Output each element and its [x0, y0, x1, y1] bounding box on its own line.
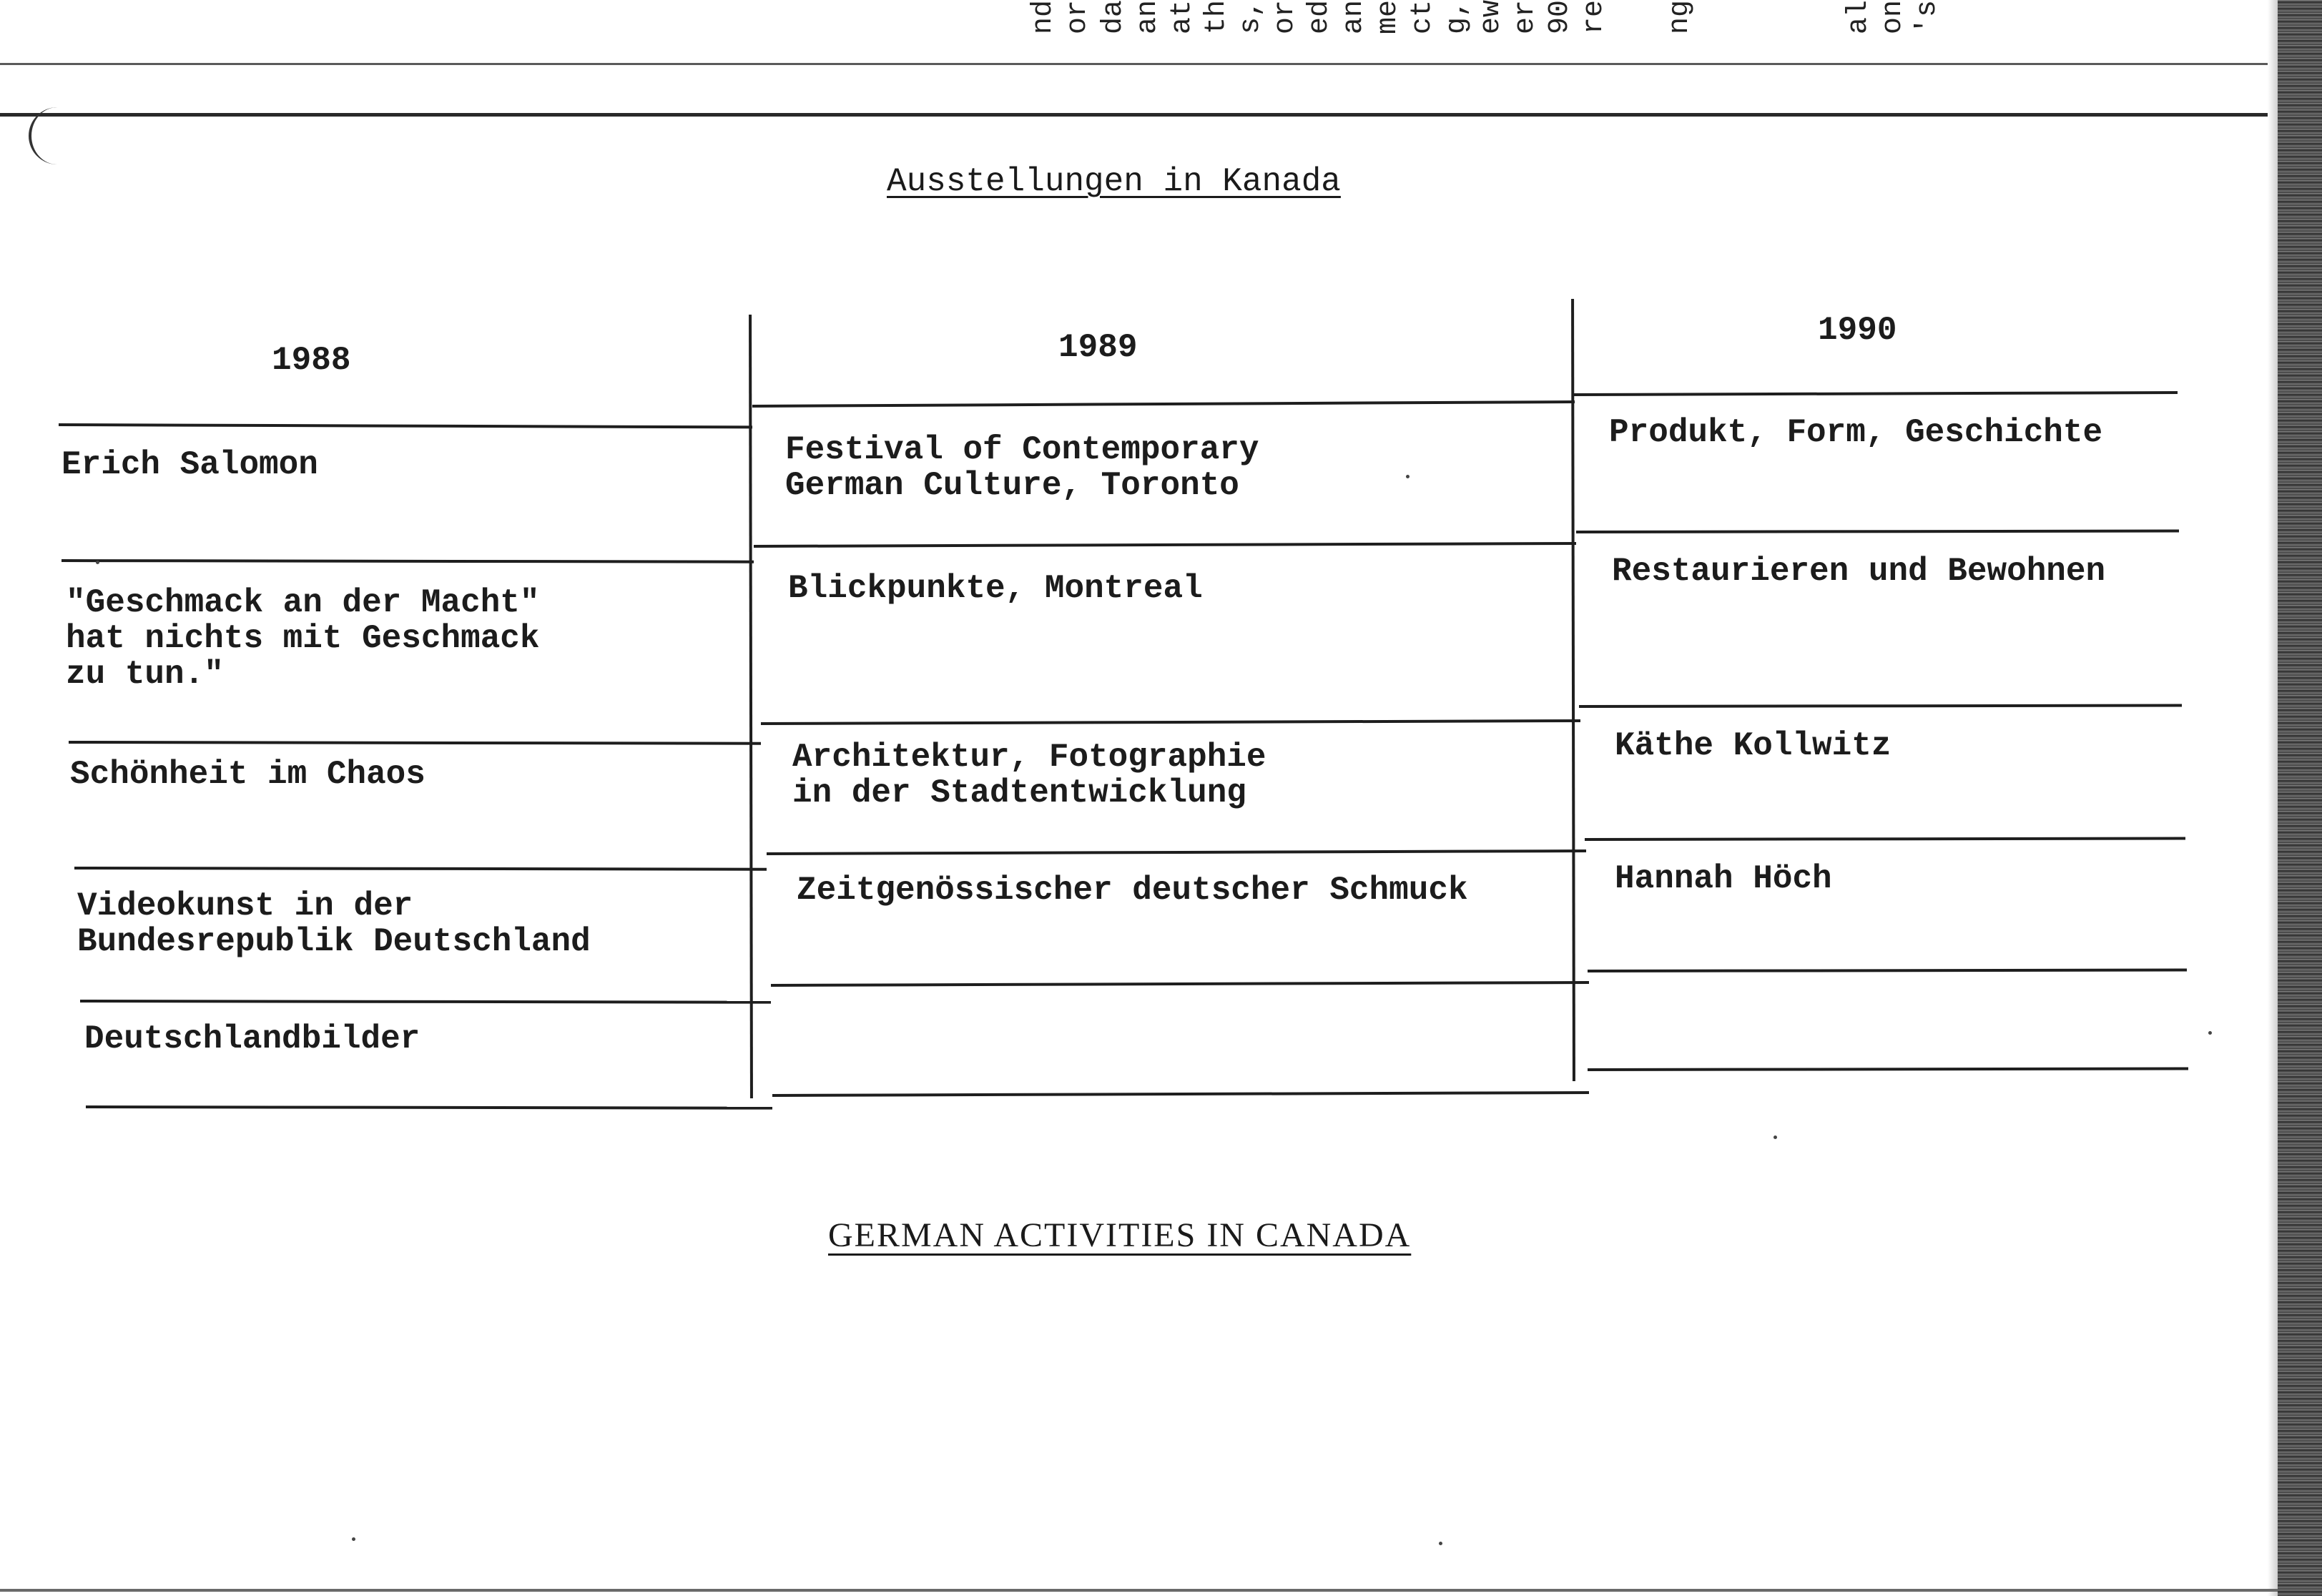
table-rule [752, 400, 1575, 408]
table-column-rule [1571, 299, 1575, 1081]
table-column-rule [749, 315, 753, 1098]
bleed-fragment: ew [1475, 0, 1507, 35]
table-rule [1576, 530, 2179, 533]
table-rule [1579, 704, 2182, 708]
scan-speck [352, 1537, 355, 1541]
table-cell: Architektur, Fotographie in der Stadtentwicklung [792, 739, 1266, 812]
footer-title: GERMAN ACTIVITIES IN CANADA [828, 1216, 1412, 1254]
table-rule [69, 741, 761, 745]
page-fold-rule [0, 113, 2271, 117]
table-rule [771, 981, 1589, 987]
table-cell: Produkt, Form, Geschichte [1609, 414, 2103, 451]
table-cell: Videokunst in der Bundesrepublik Deutschland [77, 887, 591, 960]
scan-speck [1439, 1542, 1442, 1545]
table-rule [1588, 1068, 2188, 1071]
page-edge-rule [0, 63, 2271, 65]
table-rule [761, 719, 1580, 725]
table-cell: Blickpunkte, Montreal [788, 570, 1203, 607]
bleed-fragment: at [1166, 0, 1199, 35]
table-rule [59, 423, 752, 428]
bleed-fragment: s, [1235, 0, 1267, 35]
scan-speck [1774, 1136, 1777, 1139]
bottom-page-edge [0, 1589, 2278, 1592]
bleed-fragment: or [1062, 0, 1094, 35]
bleed-fragment: da [1098, 0, 1130, 35]
bleed-fragment: on [1877, 0, 1909, 35]
table-rule [74, 867, 767, 871]
table-rule [62, 559, 754, 563]
bleed-fragment: 's [1912, 0, 1944, 35]
bleed-fragment: ct [1407, 0, 1439, 35]
table-rule [1573, 391, 2178, 396]
table-rule [1588, 969, 2187, 972]
bleed-fragment: 90 [1544, 0, 1576, 35]
bleed-fragment: g, [1441, 0, 1473, 35]
bleed-fragment: ed [1304, 0, 1336, 35]
table-cell: "Geschmack an der Macht" hat nichts mit Geschmack zu tun." [66, 584, 540, 693]
bleed-fragment: th [1201, 0, 1233, 35]
table-rule [767, 849, 1586, 855]
torn-page-edge [2278, 0, 2322, 1596]
table-cell: Festival of Contemporary German Culture, Toronto [785, 431, 1259, 504]
bleed-through-strip [0, 0, 2267, 66]
table-rule [1585, 837, 2185, 841]
table-cell: Erich Salomon [62, 446, 318, 483]
bleed-fragment: ng [1664, 0, 1696, 35]
table-rule [86, 1105, 772, 1110]
page-edge-shadow [2268, 0, 2278, 1596]
bleed-fragment: al [1843, 0, 1875, 35]
table-cell: Zeitgenössischer deutscher Schmuck [797, 872, 1468, 909]
table-rule [754, 542, 1576, 548]
bleed-fragment: nd [1028, 0, 1060, 35]
table-cell: Käthe Kollwitz [1615, 727, 1891, 764]
table-cell: Restaurieren und Bewohnen [1612, 553, 2106, 590]
column-header-1989: 1989 [1058, 329, 1138, 366]
scan-speck [96, 561, 99, 564]
table-rule [772, 1091, 1589, 1097]
scan-speck [2208, 1031, 2212, 1035]
bleed-fragment: me [1372, 0, 1404, 35]
table-rule [80, 1000, 771, 1004]
bleed-fragment: an [1338, 0, 1370, 35]
bleed-fragment: an [1132, 0, 1164, 35]
column-header-1988: 1988 [272, 342, 351, 379]
bleed-fragment: or [1269, 0, 1302, 35]
scan-speck [1406, 475, 1410, 478]
table-cell: Hannah Höch [1615, 860, 1832, 897]
column-header-1990: 1990 [1818, 312, 1897, 349]
bleed-fragment: re [1578, 0, 1610, 35]
bleed-fragment: er [1510, 0, 1542, 35]
table-cell: Deutschlandbilder [84, 1020, 420, 1058]
table-cell: Schönheit im Chaos [70, 756, 425, 793]
document-title: Ausstellungen in Kanada [887, 163, 1341, 200]
